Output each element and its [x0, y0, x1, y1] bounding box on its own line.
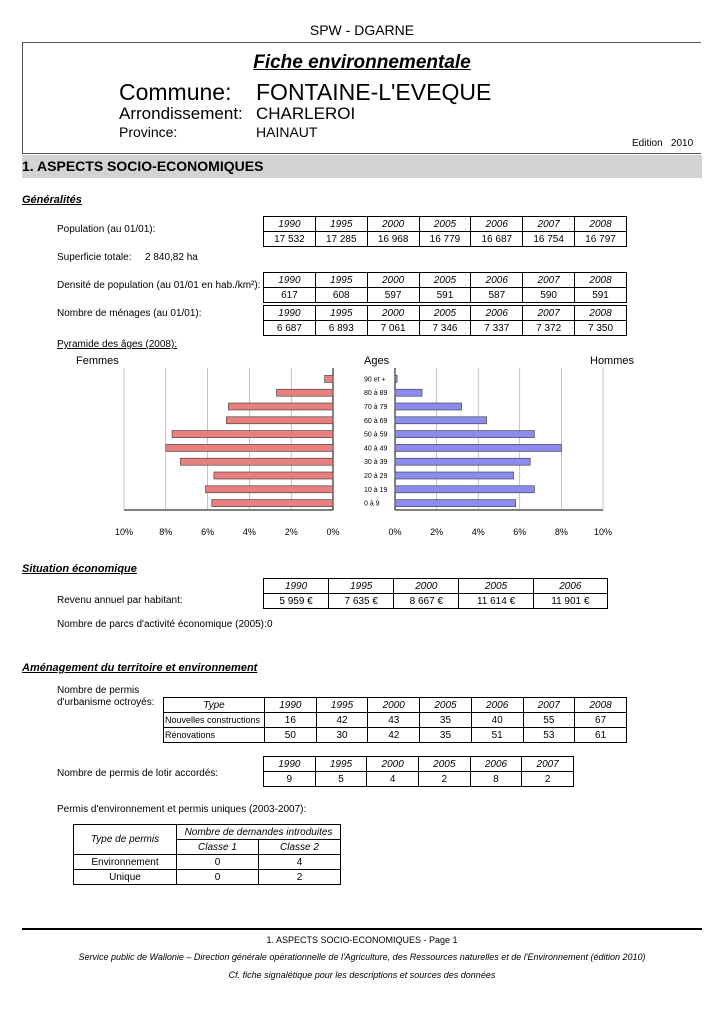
year-cell: 2006	[471, 698, 523, 713]
population-years-row	[264, 217, 627, 232]
value-cell: 55	[523, 713, 575, 728]
type-header-cell: Type	[164, 698, 265, 713]
year-cell: 2006	[470, 757, 522, 772]
year-cell: 1995	[315, 217, 367, 232]
population-label: Population (au 01/01):	[57, 224, 156, 235]
year-cell: 2007	[523, 698, 575, 713]
hommes-bar	[395, 375, 397, 382]
permis-urb-row-1	[164, 713, 627, 728]
femmes-bar	[212, 500, 333, 507]
hommes-bar	[395, 458, 530, 465]
row-label-cell: Rénovations	[164, 728, 265, 743]
page-title: Fiche environnementale	[253, 52, 471, 73]
left-tick-label: 4%	[242, 527, 256, 537]
hommes-bar	[395, 431, 534, 438]
env-row-label: Environnement	[74, 855, 177, 870]
value-cell: 16 968	[367, 232, 419, 247]
value-cell: 7 635 €	[329, 594, 394, 609]
year-cell: 2008	[575, 306, 627, 321]
value-cell: 7 346	[419, 321, 471, 336]
year-cell: 1990	[264, 757, 316, 772]
parcs-label: Nombre de parcs d'activité économique (2005):	[57, 619, 267, 630]
value-cell: 51	[471, 728, 523, 743]
age-category-label: 0 à 9	[364, 500, 380, 508]
year-cell: 2000	[367, 306, 419, 321]
org-header: SPW - DGARNE	[309, 22, 415, 38]
value-cell: 591	[575, 288, 627, 303]
value-cell: 35	[420, 713, 472, 728]
value-cell: 11 614 €	[459, 594, 533, 609]
menages-values-row	[264, 321, 627, 336]
densite-table	[263, 272, 627, 303]
femmes-bar	[325, 375, 333, 382]
value-cell: 6 687	[264, 321, 316, 336]
permis-urb-row-2	[164, 728, 627, 743]
lotir-table	[263, 756, 574, 787]
menages-years-row	[264, 306, 627, 321]
left-tick-label: 2%	[284, 527, 298, 537]
year-cell: 2000	[394, 579, 459, 594]
env-permis-table	[73, 824, 341, 885]
env-row-c1: 0	[177, 870, 259, 885]
value-cell: 17 285	[315, 232, 367, 247]
value-cell: 2	[522, 772, 574, 787]
menages-label: Nombre de ménages (au 01/01):	[57, 308, 202, 319]
section-title: 1. ASPECTS SOCIO-ECONOMIQUES	[22, 158, 264, 174]
year-cell: 1995	[315, 273, 367, 288]
age-category-label: 20 à 29	[364, 473, 388, 480]
value-cell: 617	[264, 288, 316, 303]
left-tick-label: 10%	[114, 527, 134, 537]
lotir-values-row	[264, 772, 574, 787]
year-cell: 2006	[533, 579, 607, 594]
femmes-bar	[172, 431, 333, 438]
left-tick-label: 8%	[159, 527, 173, 537]
hommes-bar	[395, 486, 534, 493]
left-tick-label: 0%	[326, 527, 340, 537]
env-group-header: Nombre de demandes introduites	[177, 825, 341, 840]
value-cell: 43	[368, 713, 420, 728]
env-row-c2: 2	[259, 870, 341, 885]
year-cell: 2007	[523, 306, 575, 321]
value-cell: 8 667 €	[394, 594, 459, 609]
value-cell: 16	[265, 713, 317, 728]
femmes-bar	[226, 417, 333, 424]
env-label: Permis d'environnement et permis uniques (2003-2007):	[57, 804, 307, 815]
parcs-value: 0	[267, 619, 273, 630]
value-cell: 6 893	[315, 321, 367, 336]
year-cell: 2007	[523, 273, 575, 288]
year-cell: 1990	[264, 306, 316, 321]
value-cell: 4	[367, 772, 419, 787]
superficie-label: Superficie totale:	[57, 252, 132, 263]
year-cell: 2006	[471, 306, 523, 321]
value-cell: 16 687	[471, 232, 523, 247]
lotir-years-row	[264, 757, 574, 772]
hommes-bar	[395, 417, 487, 424]
value-cell: 2	[418, 772, 470, 787]
year-cell: 2005	[419, 306, 471, 321]
arrondissement-label: Arrondissement:	[119, 104, 243, 123]
amenagement-heading: Aménagement du territoire et environnement	[22, 662, 258, 674]
env-row-c2: 4	[259, 855, 341, 870]
lotir-label: Nombre de permis de lotir accordés:	[57, 768, 219, 779]
year-cell: 2007	[522, 757, 574, 772]
year-cell: 1995	[315, 306, 367, 321]
right-tick-label: 2%	[430, 527, 444, 537]
superficie-value: 2 840,82 ha	[145, 252, 198, 263]
value-cell: 597	[367, 288, 419, 303]
year-cell: 1990	[265, 698, 317, 713]
left-tick-label: 6%	[201, 527, 215, 537]
commune-value: FONTAINE-L'EVEQUE	[256, 79, 492, 105]
value-cell: 61	[575, 728, 627, 743]
value-cell: 42	[316, 713, 368, 728]
population-values-row	[264, 232, 627, 247]
femmes-bar	[166, 444, 333, 451]
economie-heading: Situation économique	[22, 563, 137, 575]
right-tick-label: 10%	[593, 527, 613, 537]
hommes-bar	[395, 500, 516, 507]
femmes-bar	[229, 403, 334, 410]
generalites-heading: Généralités	[22, 194, 82, 206]
population-table	[263, 216, 627, 247]
right-tick-label: 6%	[513, 527, 527, 537]
value-cell: 30	[316, 728, 368, 743]
value-cell: 9	[264, 772, 316, 787]
env-row-label: Unique	[74, 870, 177, 885]
year-cell: 1990	[264, 273, 316, 288]
value-cell: 608	[315, 288, 367, 303]
value-cell: 7 061	[367, 321, 419, 336]
value-cell: 5 959 €	[264, 594, 329, 609]
year-cell: 1990	[264, 217, 316, 232]
age-category-label: 10 à 19	[364, 486, 388, 494]
footer-divider	[22, 928, 702, 930]
revenu-label: Revenu annuel par habitant:	[57, 595, 183, 606]
env-class1-header: Classe 1	[177, 840, 259, 855]
value-cell: 67	[575, 713, 627, 728]
year-cell: 2005	[459, 579, 533, 594]
year-cell: 2000	[367, 273, 419, 288]
value-cell: 591	[419, 288, 471, 303]
hommes-label: Hommes	[590, 355, 635, 367]
permis-urb-header-row	[164, 698, 627, 713]
year-cell: 2005	[418, 757, 470, 772]
femmes-label: Femmes	[76, 355, 119, 367]
value-cell: 40	[471, 713, 523, 728]
ages-label: Ages	[364, 355, 390, 367]
edition: Edition 2010	[632, 138, 694, 149]
value-cell: 8	[470, 772, 522, 787]
permis-label-2: d'urbanisme octroyés:	[57, 697, 155, 708]
value-cell: 590	[523, 288, 575, 303]
year-cell: 1990	[264, 579, 329, 594]
value-cell: 53	[523, 728, 575, 743]
femmes-bar	[277, 389, 333, 396]
densite-label: Densité de population (au 01/01 en hab./km²):	[57, 280, 261, 291]
section-bar	[22, 155, 702, 178]
year-cell: 1995	[329, 579, 394, 594]
menages-table	[263, 305, 627, 336]
year-cell: 2005	[420, 698, 472, 713]
femmes-bar	[206, 486, 333, 493]
age-category-label: 50 à 59	[364, 431, 388, 439]
age-category-label: 60 à 69	[364, 417, 388, 425]
year-cell: 2006	[471, 273, 523, 288]
hommes-bar	[395, 389, 422, 396]
value-cell: 5	[315, 772, 367, 787]
revenu-values-row	[264, 594, 608, 609]
arrondissement-value: CHARLEROI	[256, 104, 356, 123]
year-cell: 1995	[315, 757, 367, 772]
age-category-label: 30 à 39	[364, 459, 388, 467]
value-cell: 7 337	[471, 321, 523, 336]
permis-label-1: Nombre de permis	[57, 685, 140, 696]
revenu-table	[263, 578, 608, 609]
age-category-label: 90 et +	[364, 376, 386, 384]
value-cell: 50	[265, 728, 317, 743]
age-pyramid-chart	[0, 350, 724, 545]
year-cell: 2008	[575, 698, 627, 713]
year-cell: 2000	[367, 757, 419, 772]
year-cell: 2005	[419, 217, 471, 232]
province-value: HAINAUT	[256, 124, 318, 140]
footer-service: Service public de Wallonie – Direction générale opérationnelle de l'Agriculture, des Ressources naturelles et de l'Environnement (édition 2010)	[78, 952, 646, 962]
year-cell: 2005	[419, 273, 471, 288]
year-cell: 2007	[523, 217, 575, 232]
value-cell: 7 372	[523, 321, 575, 336]
year-cell: 2000	[368, 698, 420, 713]
env-row-c1: 0	[177, 855, 259, 870]
hommes-bar	[395, 472, 514, 479]
hommes-bar	[395, 403, 462, 410]
right-tick-label: 4%	[471, 527, 485, 537]
year-cell: 2006	[471, 217, 523, 232]
footer-page: 1. ASPECTS SOCIO-ECONOMIQUES - Page 1	[266, 935, 458, 945]
densite-values-row	[264, 288, 627, 303]
femmes-bar	[214, 472, 333, 479]
year-cell: 2000	[367, 217, 419, 232]
value-cell: 42	[368, 728, 420, 743]
revenu-years-row	[264, 579, 608, 594]
permis-urbanisme-table	[163, 697, 627, 743]
pyramide-label: Pyramide des âges (2008):	[57, 339, 178, 350]
env-class2-header: Classe 2	[259, 840, 341, 855]
value-cell: 16 797	[575, 232, 627, 247]
value-cell: 35	[420, 728, 472, 743]
year-cell: 2008	[575, 217, 627, 232]
age-category-label: 70 à 79	[364, 404, 388, 411]
densite-years-row	[264, 273, 627, 288]
province-label: Province:	[119, 124, 178, 140]
year-cell: 2008	[575, 273, 627, 288]
year-cell: 1995	[316, 698, 368, 713]
hommes-bar	[395, 444, 561, 451]
right-tick-label: 0%	[388, 527, 402, 537]
age-category-label: 80 à 89	[364, 390, 388, 398]
value-cell: 17 532	[264, 232, 316, 247]
value-cell: 587	[471, 288, 523, 303]
age-category-label: 40 à 49	[364, 445, 388, 453]
env-type-header: Type de permis	[74, 825, 177, 855]
value-cell: 16 779	[419, 232, 471, 247]
footer-note: Cf. fiche signalétique pour les descriptions et sources des données	[228, 970, 496, 980]
value-cell: 7 350	[575, 321, 627, 336]
commune-label: Commune:	[119, 79, 232, 105]
right-tick-label: 8%	[554, 527, 568, 537]
femmes-bar	[180, 458, 333, 465]
row-label-cell: Nouvelles constructions	[164, 713, 265, 728]
value-cell: 11 901 €	[533, 594, 607, 609]
value-cell: 16 754	[523, 232, 575, 247]
